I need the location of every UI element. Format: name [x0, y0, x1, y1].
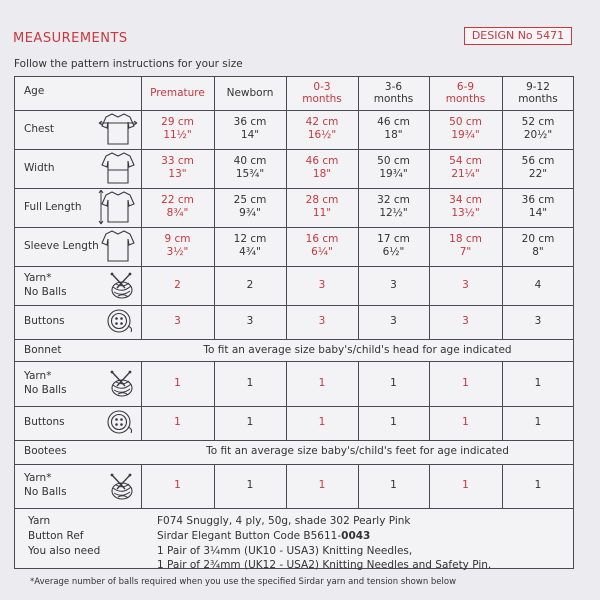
row-label-yarn: Yarn*	[24, 271, 52, 284]
table-cell: 13"	[168, 168, 187, 180]
table-cell: 40 cm	[233, 155, 267, 167]
table-cell: 3	[462, 315, 469, 327]
table-cell: 50 cm	[377, 155, 410, 167]
header-age-label: Age	[24, 85, 45, 97]
row-label-bonnet-yarn-sub: No Balls	[24, 383, 67, 396]
column-header-0: Premature	[150, 87, 205, 99]
column-header-3: 3-6	[384, 81, 403, 93]
button-icon	[106, 309, 136, 339]
table-cell: 2	[174, 278, 181, 291]
chest-measure-icon	[98, 112, 138, 151]
table-cell: 1	[318, 479, 326, 491]
table-cell: 42 cm	[305, 116, 339, 128]
table-cell: 46 cm	[377, 116, 410, 128]
table-cell: 22"	[528, 168, 548, 180]
table-cell: 4	[534, 278, 542, 291]
table-cell: 25 cm	[233, 194, 267, 206]
table-cell: 14"	[240, 129, 260, 141]
row-label-chest: Chest	[24, 122, 55, 135]
bootees-note: To fit an average size baby's/child's feet for age indicated	[206, 445, 509, 457]
yarn-ball-icon	[106, 370, 136, 402]
row-label-bootees-yarn: Yarn*	[24, 472, 52, 484]
row-label-length: Full Length	[24, 200, 82, 213]
column-header-4: 6-9	[456, 81, 475, 93]
table-cell: 54 cm	[449, 155, 482, 167]
yarn-ball-icon	[106, 473, 136, 505]
info-need-1: 1 Pair of 3¼mm (UK10 - USA3) Knitting Needles,	[157, 545, 413, 557]
yarn-ball-icon	[106, 272, 136, 304]
table-cell: 11½"	[163, 129, 192, 141]
table-cell: 1	[246, 376, 254, 389]
info-yarn: F074 Snuggly, 4 ply, 50g, shade 302 Pearly Pink	[157, 515, 411, 527]
page-subtitle: Follow the pattern instructions for your size	[14, 58, 243, 70]
design-number-box: DESIGN No 5471	[464, 27, 572, 45]
grid-line	[14, 406, 574, 407]
row-label-width: Width	[24, 161, 55, 174]
table-cell: 46 cm	[305, 155, 339, 167]
table-cell: 28 cm	[305, 194, 339, 206]
table-cell: 18"	[312, 168, 332, 180]
table-cell: 14"	[528, 207, 548, 219]
grid-line	[14, 110, 574, 111]
grid-line	[14, 76, 15, 568]
row-label-sleeve: Sleeve Length	[24, 239, 99, 252]
table-cell: 17 cm	[377, 233, 410, 245]
info-label-yarn: Yarn	[28, 515, 51, 527]
table-cell: 4¾"	[239, 246, 261, 258]
column-header-3-sub: months	[373, 93, 414, 105]
row-label-bootees-yarn-sub: No Balls	[24, 486, 67, 498]
table-cell: 33 cm	[161, 155, 194, 167]
table-cell: 15¾"	[235, 168, 265, 180]
table-cell: 50 cm	[449, 116, 482, 128]
table-cell: 21¼"	[451, 168, 480, 180]
column-header-5: 9-12	[526, 81, 550, 93]
table-cell: 2	[246, 278, 254, 291]
table-cell: 8¾"	[166, 207, 189, 219]
row-label-bonnet-yarn: Yarn*	[24, 369, 52, 382]
table-cell: 3	[534, 315, 542, 327]
button-icon	[106, 410, 136, 440]
row-label-yarn-sub: No Balls	[24, 285, 67, 298]
table-cell: 1	[462, 479, 469, 491]
table-cell: 6½"	[382, 246, 405, 258]
table-cell: 1	[534, 479, 542, 491]
table-cell: 1	[390, 416, 397, 428]
measurements-table	[14, 76, 574, 571]
table-cell: 1	[174, 479, 181, 491]
table-cell: 1	[174, 376, 181, 389]
table-cell: 19¾"	[379, 168, 408, 180]
row-label-buttons: Buttons	[24, 315, 65, 327]
grid-line	[14, 508, 574, 509]
column-header-2: 0-3	[313, 81, 331, 93]
column-header-1: Newborn	[226, 87, 274, 99]
table-cell: 3	[462, 278, 469, 291]
table-cell: 29 cm	[161, 116, 194, 128]
table-cell: 11"	[312, 207, 332, 219]
section-label-bootees: Bootees	[24, 445, 67, 457]
table-cell: 36 cm	[233, 116, 267, 128]
table-cell: 18 cm	[449, 233, 482, 245]
table-cell: 12 cm	[233, 233, 267, 245]
table-cell: 1	[174, 416, 181, 428]
table-cell: 1	[462, 376, 469, 389]
table-cell: 36 cm	[521, 194, 555, 206]
bonnet-note: To fit an average size baby's/child's head for age indicated	[203, 344, 512, 356]
table-cell: 20½"	[523, 129, 553, 141]
info-need-2: 1 Pair of 2¾mm (UK12 - USA2) Knitting Needles and Safety Pin.	[157, 559, 492, 571]
table-cell: 1	[534, 376, 542, 389]
sleeve-measure-icon	[98, 229, 138, 268]
table-cell: 1	[390, 479, 397, 491]
row-label-bonnet-buttons: Buttons	[24, 416, 65, 428]
length-measure-icon	[98, 190, 138, 229]
table-cell: 3	[390, 315, 397, 327]
table-cell: 1	[462, 416, 469, 428]
table-cell: 13½"	[451, 207, 480, 219]
table-cell: 1	[534, 416, 542, 428]
table-cell: 12½"	[379, 207, 408, 219]
grid-line	[14, 361, 574, 362]
table-cell: 9¾"	[239, 207, 261, 219]
table-cell: 3	[318, 315, 326, 327]
table-cell: 3	[390, 278, 397, 291]
table-cell: 3½"	[166, 246, 189, 258]
table-cell: 3	[318, 278, 326, 291]
info-label-button-ref: Button Ref	[28, 530, 84, 542]
table-cell: 16 cm	[305, 233, 339, 245]
grid-line	[14, 464, 574, 465]
button-ref-code: 0043	[341, 530, 371, 542]
footnote: *Average number of balls required when you use the specified Sirdar yarn and tension shown below	[30, 577, 457, 587]
table-cell: 56 cm	[521, 155, 555, 167]
table-cell: 9 cm	[164, 233, 191, 245]
grid-line	[14, 440, 574, 441]
table-cell: 6¼"	[311, 246, 333, 258]
table-cell: 19¾"	[451, 129, 480, 141]
info-button-ref	[157, 529, 370, 543]
grid-line	[14, 339, 574, 340]
table-cell: 3	[174, 315, 181, 327]
grid-line	[14, 76, 574, 77]
table-cell: 16½"	[307, 129, 337, 141]
column-header-5-sub: months	[518, 93, 558, 105]
table-cell: 7"	[459, 246, 472, 258]
table-cell: 1	[246, 479, 254, 491]
table-cell: 52 cm	[521, 116, 555, 128]
table-cell: 18"	[384, 129, 403, 141]
table-cell: 8"	[532, 246, 544, 258]
column-header-4-sub: months	[445, 93, 486, 105]
grid-line	[14, 305, 574, 306]
table-cell: 1	[390, 376, 397, 389]
table-cell: 1	[318, 376, 326, 389]
table-cell: 1	[318, 416, 326, 428]
section-label-bonnet: Bonnet	[24, 344, 62, 356]
info-label-you-also-need: You also need	[28, 545, 101, 557]
table-cell: 34 cm	[449, 194, 482, 206]
page-title: MEASUREMENTS	[13, 31, 128, 46]
table-cell: 22 cm	[161, 194, 194, 206]
width-measure-icon	[98, 151, 138, 190]
table-cell: 1	[246, 416, 254, 428]
table-cell: 3	[246, 315, 254, 327]
table-cell: 20 cm	[521, 233, 555, 245]
table-cell: 32 cm	[377, 194, 410, 206]
column-header-2-sub: months	[302, 93, 342, 105]
button-ref-prefix: Sirdar Elegant Button Code B5611-	[157, 530, 342, 542]
